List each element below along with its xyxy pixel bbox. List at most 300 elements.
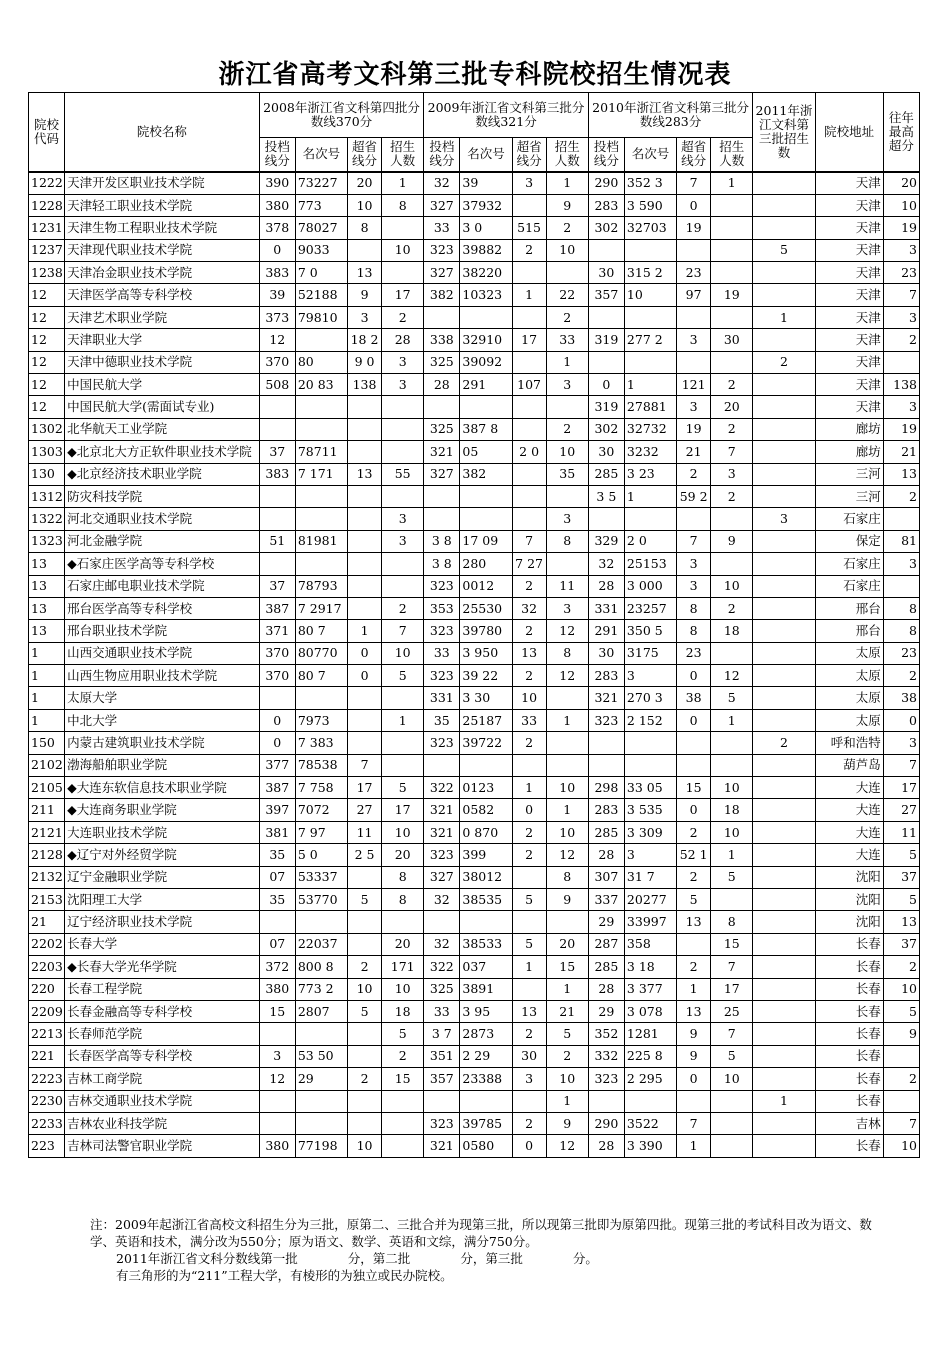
score-cell: 10 [624, 284, 676, 306]
school-location: 沈阳 [815, 889, 883, 911]
score-cell: 270 3 [624, 687, 676, 709]
score-cell: 121 [677, 374, 711, 396]
school-location: 太原 [815, 665, 883, 687]
school-name: 邢台医学高等专科学校 [65, 597, 260, 619]
quota-2011: 5 [753, 239, 815, 261]
score-cell: 325 [424, 418, 460, 440]
score-cell: 381 [259, 821, 295, 843]
score-cell: 32 [424, 172, 460, 195]
score-cell: 0580 [460, 1135, 512, 1157]
score-cell [259, 485, 295, 507]
score-cell: 7 [677, 530, 711, 552]
score-cell: 39780 [460, 620, 512, 642]
score-cell: 370 [259, 351, 295, 373]
score-cell: 2 [512, 844, 546, 866]
school-code: 2209 [29, 1000, 65, 1022]
school-location: 长春 [815, 1045, 883, 1067]
score-cell: 30 [588, 642, 624, 664]
score-cell: 2 0 [512, 441, 546, 463]
score-cell: 35 [259, 889, 295, 911]
score-cell: 37 [259, 441, 295, 463]
school-location: 长春 [815, 1000, 883, 1022]
school-name: ◆辽宁对外经贸学院 [65, 844, 260, 866]
score-cell: 9 [677, 1023, 711, 1045]
score-cell: 0 [512, 1135, 546, 1157]
score-cell [347, 530, 381, 552]
score-cell: 138 [347, 374, 381, 396]
score-cell: 10 [546, 821, 588, 843]
score-cell [677, 508, 711, 530]
max-over-score: 17 [883, 777, 919, 799]
max-over-score: 3 [883, 306, 919, 328]
score-cell: 8 [347, 217, 381, 239]
score-cell: 3 [546, 374, 588, 396]
score-cell: 3522 [624, 1112, 676, 1134]
score-cell: 13 [512, 1000, 546, 1022]
quota-2011 [753, 485, 815, 507]
score-cell: 10 [382, 642, 424, 664]
score-cell: 3 5 [588, 485, 624, 507]
score-cell [424, 508, 460, 530]
score-cell: 39785 [460, 1112, 512, 1134]
score-cell [677, 754, 711, 776]
score-cell: 3891 [460, 978, 512, 1000]
max-over-score: 2 [883, 329, 919, 351]
score-cell: 10 [347, 1135, 381, 1157]
score-cell [259, 911, 295, 933]
header-code: 院校代码 [29, 93, 65, 172]
score-cell: 285 [588, 821, 624, 843]
quota-2011: 2 [753, 732, 815, 754]
score-cell [512, 754, 546, 776]
subheader-cell: 招生人数 [711, 138, 753, 172]
score-cell: 3 535 [624, 799, 676, 821]
score-cell: 9 [711, 530, 753, 552]
quota-2011 [753, 665, 815, 687]
score-cell [546, 687, 588, 709]
score-cell: 2 [512, 1112, 546, 1134]
table-row [29, 575, 920, 597]
score-cell: 35 [259, 844, 295, 866]
school-code: 12 [29, 329, 65, 351]
score-cell: 17 [347, 777, 381, 799]
score-cell: 5 [347, 1000, 381, 1022]
score-cell: 290 [588, 1112, 624, 1134]
quota-2011 [753, 821, 815, 843]
score-cell: 0 [259, 239, 295, 261]
score-cell: 9 [546, 194, 588, 216]
score-cell: 53 50 [295, 1045, 347, 1067]
score-cell: 323 [424, 239, 460, 261]
score-cell: 10323 [460, 284, 512, 306]
subheader-cell: 招生人数 [382, 138, 424, 172]
score-cell: 2 29 [460, 1045, 512, 1067]
score-cell: 399 [460, 844, 512, 866]
score-cell [711, 217, 753, 239]
table-row [29, 1135, 920, 1157]
score-cell: 7 758 [295, 777, 347, 799]
score-cell: 7 383 [295, 732, 347, 754]
score-cell: 53770 [295, 889, 347, 911]
score-cell: 5 [711, 866, 753, 888]
score-cell: 351 [424, 1045, 460, 1067]
score-cell: 15 [259, 1000, 295, 1022]
quota-2011 [753, 374, 815, 396]
score-cell [512, 262, 546, 284]
school-name: 辽宁经济职业技术学院 [65, 911, 260, 933]
score-cell: 800 8 [295, 956, 347, 978]
score-cell: 3 377 [624, 978, 676, 1000]
score-cell: 33 [424, 642, 460, 664]
table-row [29, 530, 920, 552]
score-cell [711, 1090, 753, 1112]
score-cell: 8 [677, 597, 711, 619]
school-code: 13 [29, 597, 65, 619]
school-code: 2153 [29, 889, 65, 911]
score-cell: 370 [259, 665, 295, 687]
score-cell: 39 [259, 284, 295, 306]
score-cell [347, 508, 381, 530]
score-cell [347, 485, 381, 507]
score-cell [546, 262, 588, 284]
school-code: 1237 [29, 239, 65, 261]
note-line-2: 2011年浙江省文科分数线第一批 分，第二批 分，第三批 分。 [116, 1251, 598, 1266]
score-cell: 1 [677, 978, 711, 1000]
score-cell: 10 [711, 777, 753, 799]
score-cell: 285 [588, 956, 624, 978]
score-cell: 307 [588, 866, 624, 888]
score-cell: 80770 [295, 642, 347, 664]
school-location: 大连 [815, 844, 883, 866]
school-code: 1 [29, 665, 65, 687]
school-location: 大连 [815, 821, 883, 843]
score-cell [382, 262, 424, 284]
score-cell: 59 2 [677, 485, 711, 507]
header-max: 往年最高超分 [883, 93, 919, 172]
score-cell: 10 [382, 978, 424, 1000]
school-code: 1303 [29, 441, 65, 463]
score-cell: 25187 [460, 709, 512, 731]
score-cell: 2 [677, 956, 711, 978]
score-cell: 10 [711, 575, 753, 597]
score-cell: 2 [677, 866, 711, 888]
score-cell: 0 [677, 799, 711, 821]
table-row [29, 642, 920, 664]
score-cell: 19 [711, 284, 753, 306]
score-cell: 7 171 [295, 463, 347, 485]
score-cell: 1 [546, 351, 588, 373]
score-cell: 1 [677, 1135, 711, 1157]
school-name: 吉林农业科技学院 [65, 1112, 260, 1134]
score-cell [382, 575, 424, 597]
score-cell: 7 [677, 172, 711, 195]
score-cell: 5 [347, 889, 381, 911]
score-cell: 97 [677, 284, 711, 306]
score-cell [711, 1112, 753, 1134]
school-name: ◆长春大学光华学院 [65, 956, 260, 978]
score-cell: 12 [259, 1068, 295, 1090]
score-cell [546, 911, 588, 933]
score-cell [382, 418, 424, 440]
score-cell: 35 [424, 709, 460, 731]
max-over-score: 19 [883, 217, 919, 239]
score-cell [460, 396, 512, 418]
score-cell: 5 [677, 889, 711, 911]
school-code: 2230 [29, 1090, 65, 1112]
max-over-score: 10 [883, 978, 919, 1000]
score-cell: 37932 [460, 194, 512, 216]
score-cell: 17 [711, 978, 753, 1000]
score-cell: 2873 [460, 1023, 512, 1045]
score-cell: 10 [347, 194, 381, 216]
score-cell: 337 [588, 889, 624, 911]
quota-2011 [753, 687, 815, 709]
score-cell: 7 97 [295, 821, 347, 843]
score-cell: 80 [295, 351, 347, 373]
score-cell: 319 [588, 396, 624, 418]
score-cell: 2 [512, 239, 546, 261]
score-cell: 39 [460, 172, 512, 195]
quota-2011 [753, 1000, 815, 1022]
score-cell: 8 [546, 530, 588, 552]
score-cell [460, 911, 512, 933]
score-cell: 382 [424, 284, 460, 306]
score-cell [295, 485, 347, 507]
score-cell [424, 911, 460, 933]
score-cell [382, 217, 424, 239]
score-cell: 0012 [460, 575, 512, 597]
table-row [29, 485, 920, 507]
score-cell: 23 [677, 642, 711, 664]
score-cell: 2 [512, 732, 546, 754]
score-cell [259, 1023, 295, 1045]
score-cell: 2 0 [624, 530, 676, 552]
score-cell: 07 [259, 933, 295, 955]
school-location: 石家庄 [815, 508, 883, 530]
score-cell [512, 1090, 546, 1112]
quota-2011: 3 [753, 508, 815, 530]
school-name: 吉林交通职业技术学院 [65, 1090, 260, 1112]
score-cell [259, 418, 295, 440]
score-cell: 287 [588, 933, 624, 955]
quota-2011 [753, 642, 815, 664]
score-cell: 15 [677, 777, 711, 799]
score-cell: 370 [259, 642, 295, 664]
score-cell [259, 1112, 295, 1134]
score-cell: 32 [424, 933, 460, 955]
quota-2011 [753, 396, 815, 418]
score-cell: 358 [624, 933, 676, 955]
subheader-cell: 名次号 [295, 138, 347, 172]
score-cell [347, 732, 381, 754]
score-cell [347, 709, 381, 731]
max-over-score: 7 [883, 284, 919, 306]
max-over-score: 23 [883, 262, 919, 284]
school-name: 天津开发区职业技术学院 [65, 172, 260, 195]
score-cell [347, 911, 381, 933]
school-name: 中国民航大学(需面试专业) [65, 396, 260, 418]
school-location: 天津 [815, 239, 883, 261]
table-row [29, 1090, 920, 1112]
score-cell: 3 [677, 396, 711, 418]
quota-2011 [753, 620, 815, 642]
school-location: 天津 [815, 396, 883, 418]
score-cell [259, 553, 295, 575]
max-over-score [883, 351, 919, 373]
score-cell: 302 [588, 217, 624, 239]
score-cell: 0 [677, 665, 711, 687]
score-cell: 2 [382, 597, 424, 619]
score-cell: 17 [382, 284, 424, 306]
score-cell: 3 [382, 374, 424, 396]
table-row [29, 1000, 920, 1022]
school-location: 天津 [815, 351, 883, 373]
score-cell [588, 508, 624, 530]
score-cell: 3 [382, 508, 424, 530]
school-location: 三河 [815, 463, 883, 485]
subheader-cell: 招生人数 [546, 138, 588, 172]
score-cell: 20 [347, 172, 381, 195]
table-row [29, 709, 920, 731]
school-name: 河北交通职业技术学院 [65, 508, 260, 530]
score-cell: 3 [347, 306, 381, 328]
score-cell: 325 [424, 351, 460, 373]
score-cell: 323 [588, 709, 624, 731]
score-cell: 78793 [295, 575, 347, 597]
score-cell: 171 [382, 956, 424, 978]
max-over-score: 8 [883, 620, 919, 642]
score-cell: 22 [546, 284, 588, 306]
score-cell [711, 194, 753, 216]
score-cell: 1 [546, 978, 588, 1000]
score-cell: 107 [512, 374, 546, 396]
score-cell: 33 05 [624, 777, 676, 799]
score-cell [711, 553, 753, 575]
school-name: 天津医学高等专科学校 [65, 284, 260, 306]
score-cell: 33 [424, 217, 460, 239]
max-over-score [883, 508, 919, 530]
score-cell [711, 889, 753, 911]
score-cell: 332 [588, 1045, 624, 1067]
score-cell: 0 [347, 642, 381, 664]
score-cell: 28 [424, 374, 460, 396]
score-cell: 390 [259, 172, 295, 195]
table-row [29, 284, 920, 306]
score-cell: 277 2 [624, 329, 676, 351]
subheader-cell: 投档线分 [259, 138, 295, 172]
score-cell: 3 [382, 351, 424, 373]
score-cell [711, 508, 753, 530]
score-cell: 25530 [460, 597, 512, 619]
score-cell [546, 553, 588, 575]
header-2008: 2008年浙江省文科第四批分数线370分 [259, 93, 424, 138]
score-cell: 5 [512, 889, 546, 911]
header-location: 院校地址 [815, 93, 883, 172]
score-cell [677, 732, 711, 754]
quota-2011 [753, 597, 815, 619]
score-cell: 05 [460, 441, 512, 463]
school-code: 130 [29, 463, 65, 485]
max-over-score: 3 [883, 553, 919, 575]
score-cell: 18 [711, 799, 753, 821]
score-cell: 371 [259, 620, 295, 642]
max-over-score: 2 [883, 665, 919, 687]
score-cell: 285 [588, 463, 624, 485]
school-code: 12 [29, 351, 65, 373]
score-cell: 329 [588, 530, 624, 552]
score-cell: 10 [546, 777, 588, 799]
score-cell: 291 [588, 620, 624, 642]
score-cell: 225 8 [624, 1045, 676, 1067]
table-row [29, 262, 920, 284]
quota-2011: 2 [753, 351, 815, 373]
score-cell [295, 687, 347, 709]
score-cell: 39722 [460, 732, 512, 754]
quota-2011 [753, 575, 815, 597]
score-cell: 2 [382, 1045, 424, 1067]
table-row [29, 754, 920, 776]
school-name: 辽宁金融职业学院 [65, 866, 260, 888]
score-cell [295, 508, 347, 530]
score-cell: 280 [460, 553, 512, 575]
subheader-cell: 超省线分 [347, 138, 381, 172]
school-location: 天津 [815, 329, 883, 351]
score-cell [347, 687, 381, 709]
score-cell [424, 1090, 460, 1112]
quota-2011 [753, 441, 815, 463]
score-cell: 2 [546, 217, 588, 239]
score-cell: 383 [259, 463, 295, 485]
score-cell: 298 [588, 777, 624, 799]
score-cell [382, 754, 424, 776]
quota-2011 [753, 1023, 815, 1045]
score-cell: 7 [382, 620, 424, 642]
max-over-score: 11 [883, 821, 919, 843]
score-cell: 323 [424, 575, 460, 597]
school-name: 长春医学高等专科学校 [65, 1045, 260, 1067]
score-cell: 20 [382, 844, 424, 866]
school-location: 天津 [815, 194, 883, 216]
school-code: 1228 [29, 194, 65, 216]
score-cell: 21 [546, 1000, 588, 1022]
score-cell: 283 [588, 665, 624, 687]
quota-2011 [753, 1045, 815, 1067]
score-cell: 33 [546, 329, 588, 351]
score-cell: 3 [711, 463, 753, 485]
table-row [29, 911, 920, 933]
score-cell [382, 687, 424, 709]
max-over-score: 2 [883, 485, 919, 507]
max-over-score: 5 [883, 889, 919, 911]
note-line-3: 有三角形的为“211”工程大学，有棱形的为独立或民办院校。 [116, 1268, 453, 1283]
school-name: 大连职业技术学院 [65, 821, 260, 843]
school-location: 邢台 [815, 597, 883, 619]
table-row [29, 620, 920, 642]
score-cell: 321 [424, 441, 460, 463]
score-cell: 290 [588, 172, 624, 195]
score-cell: 3 [512, 172, 546, 195]
score-cell: 387 [259, 777, 295, 799]
school-code: 223 [29, 1135, 65, 1157]
score-cell: 382 [460, 463, 512, 485]
table-row [29, 351, 920, 373]
table-row [29, 597, 920, 619]
quota-2011 [753, 262, 815, 284]
score-cell: 5 [711, 1045, 753, 1067]
score-cell [347, 866, 381, 888]
score-cell: 2 [546, 306, 588, 328]
score-cell: 78711 [295, 441, 347, 463]
